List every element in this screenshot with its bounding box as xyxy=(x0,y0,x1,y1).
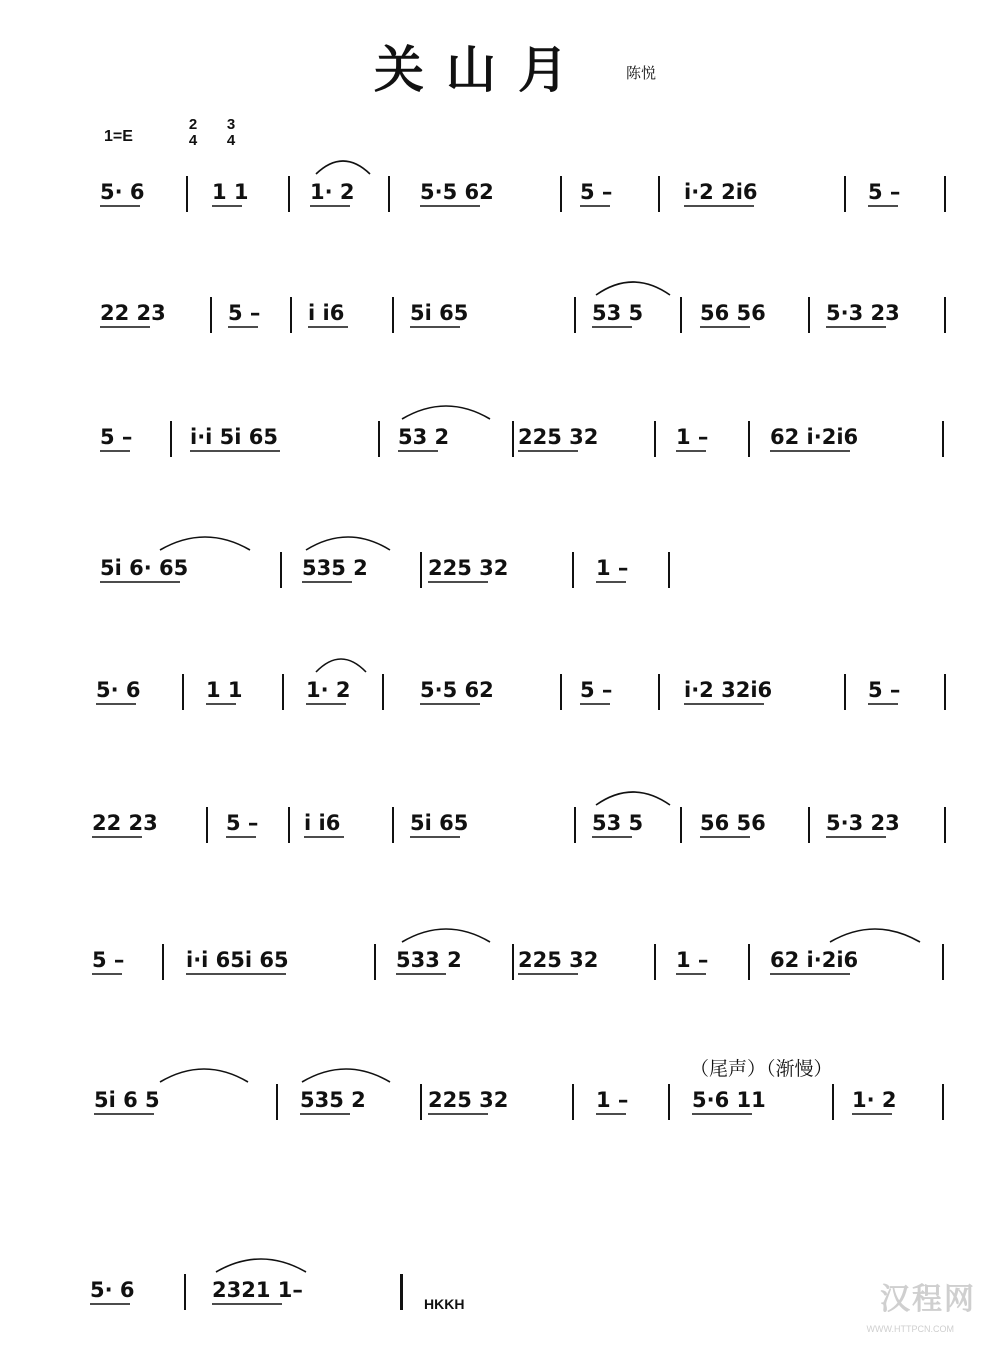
measure: 53 2 xyxy=(398,425,450,449)
slur-arc xyxy=(306,537,390,550)
measure: 1 – xyxy=(676,948,709,972)
measure: 5 – xyxy=(92,948,125,972)
slur-layer xyxy=(0,538,1000,598)
slur-layer xyxy=(0,283,1000,343)
slur-arc xyxy=(216,1259,306,1272)
measure: 5i 65 xyxy=(410,301,469,325)
measure: 5 – xyxy=(100,425,133,449)
measure: 5· 6 xyxy=(96,678,141,702)
measure: 5· 6 xyxy=(100,180,145,204)
end-mark: HKKH xyxy=(424,1296,465,1312)
slur-layer xyxy=(0,660,1000,720)
measure: 1 1 xyxy=(206,678,243,702)
slur-arc xyxy=(160,1069,248,1082)
measure: 56 56 xyxy=(700,301,766,325)
measure: 225 32 xyxy=(518,425,599,449)
slur-layer xyxy=(0,1070,1000,1130)
slur-arc xyxy=(402,929,490,942)
measure: 5·3 23 xyxy=(826,811,900,835)
score-system xyxy=(0,162,1000,222)
measure: 5 – xyxy=(226,811,259,835)
measure: 535 2 xyxy=(302,556,368,580)
time-sig-top: 3 xyxy=(226,116,236,133)
slur-arc xyxy=(316,659,366,672)
time-sig-top: 2 xyxy=(188,116,198,133)
measure: i i6 xyxy=(308,301,345,325)
measure: 5 – xyxy=(580,180,613,204)
key-signature: 1=E xyxy=(104,128,133,145)
slur-layer xyxy=(0,930,1000,990)
coda-label: （尾声）（渐慢） xyxy=(690,1058,833,1080)
measure: 1· 2 xyxy=(852,1088,897,1112)
score-system xyxy=(0,660,1000,720)
measure: 535 2 xyxy=(300,1088,366,1112)
measure: 225 32 xyxy=(428,1088,509,1112)
measure: i·2 2i6 xyxy=(684,180,758,204)
measure: 5 – xyxy=(868,678,901,702)
score-system xyxy=(0,407,1000,467)
measure: 5·3 23 xyxy=(826,301,900,325)
measure: 533 2 xyxy=(396,948,462,972)
measure: 1 1 xyxy=(212,180,249,204)
measure: 5 – xyxy=(228,301,261,325)
watermark-logo: 汉程网 xyxy=(880,1283,976,1316)
time-signature-1 xyxy=(186,117,200,149)
measure: 1 – xyxy=(596,556,629,580)
author-name: 陈悦 xyxy=(626,65,657,82)
measure: 2321 1– xyxy=(212,1278,303,1302)
slur-arc xyxy=(596,282,670,295)
measure: 53 5 xyxy=(592,301,644,325)
score-system xyxy=(0,793,1000,853)
measure: 1· 2 xyxy=(306,678,351,702)
measure: 5·5 62 xyxy=(420,678,494,702)
measure: 5·6 11 xyxy=(692,1088,766,1112)
time-sig-bottom: 4 xyxy=(188,132,198,149)
measure: 56 56 xyxy=(700,811,766,835)
measure: i i6 xyxy=(304,811,341,835)
slur-arc xyxy=(302,1069,390,1082)
slur-arc xyxy=(596,792,670,805)
time-sig-bottom: 4 xyxy=(226,132,236,149)
slur-layer xyxy=(0,162,1000,222)
watermark-url: WWW.HTTPCN.COM xyxy=(866,1324,954,1334)
measure: 5 – xyxy=(580,678,613,702)
slur-arc xyxy=(830,929,920,942)
measure: 22 23 xyxy=(92,811,158,835)
time-signature-2 xyxy=(224,117,238,149)
measure: 22 23 xyxy=(100,301,166,325)
score-system xyxy=(0,930,1000,990)
measure: 5i 6 5 xyxy=(94,1088,160,1112)
page-title: 关山月 xyxy=(374,41,590,99)
measure: 5i 65 xyxy=(410,811,469,835)
measure: 5i 6· 65 xyxy=(100,556,189,580)
measure: 1 – xyxy=(596,1088,629,1112)
measure: 62 i·2i6 xyxy=(770,425,859,449)
measure: 225 32 xyxy=(428,556,509,580)
measure: 1· 2 xyxy=(310,180,355,204)
measure: 5· 6 xyxy=(90,1278,135,1302)
measure: i·i 5i 65 xyxy=(190,425,279,449)
measure: 225 32 xyxy=(518,948,599,972)
slur-arc xyxy=(316,161,370,174)
slur-arc xyxy=(402,406,490,419)
score-system xyxy=(0,283,1000,343)
measure: i·i 65i 65 xyxy=(186,948,289,972)
slur-arc xyxy=(160,537,250,550)
slur-layer xyxy=(0,793,1000,853)
measure: 62 i·2i6 xyxy=(770,948,859,972)
measure: 5 – xyxy=(868,180,901,204)
measure: 5·5 62 xyxy=(420,180,494,204)
slur-layer xyxy=(0,407,1000,467)
score-system xyxy=(0,538,1000,598)
measure: 1 – xyxy=(676,425,709,449)
score-system xyxy=(0,1260,1000,1320)
measure: i·2 32i6 xyxy=(684,678,773,702)
slur-layer xyxy=(0,1260,1000,1320)
measure: 53 5 xyxy=(592,811,644,835)
score-system xyxy=(0,1070,1000,1130)
